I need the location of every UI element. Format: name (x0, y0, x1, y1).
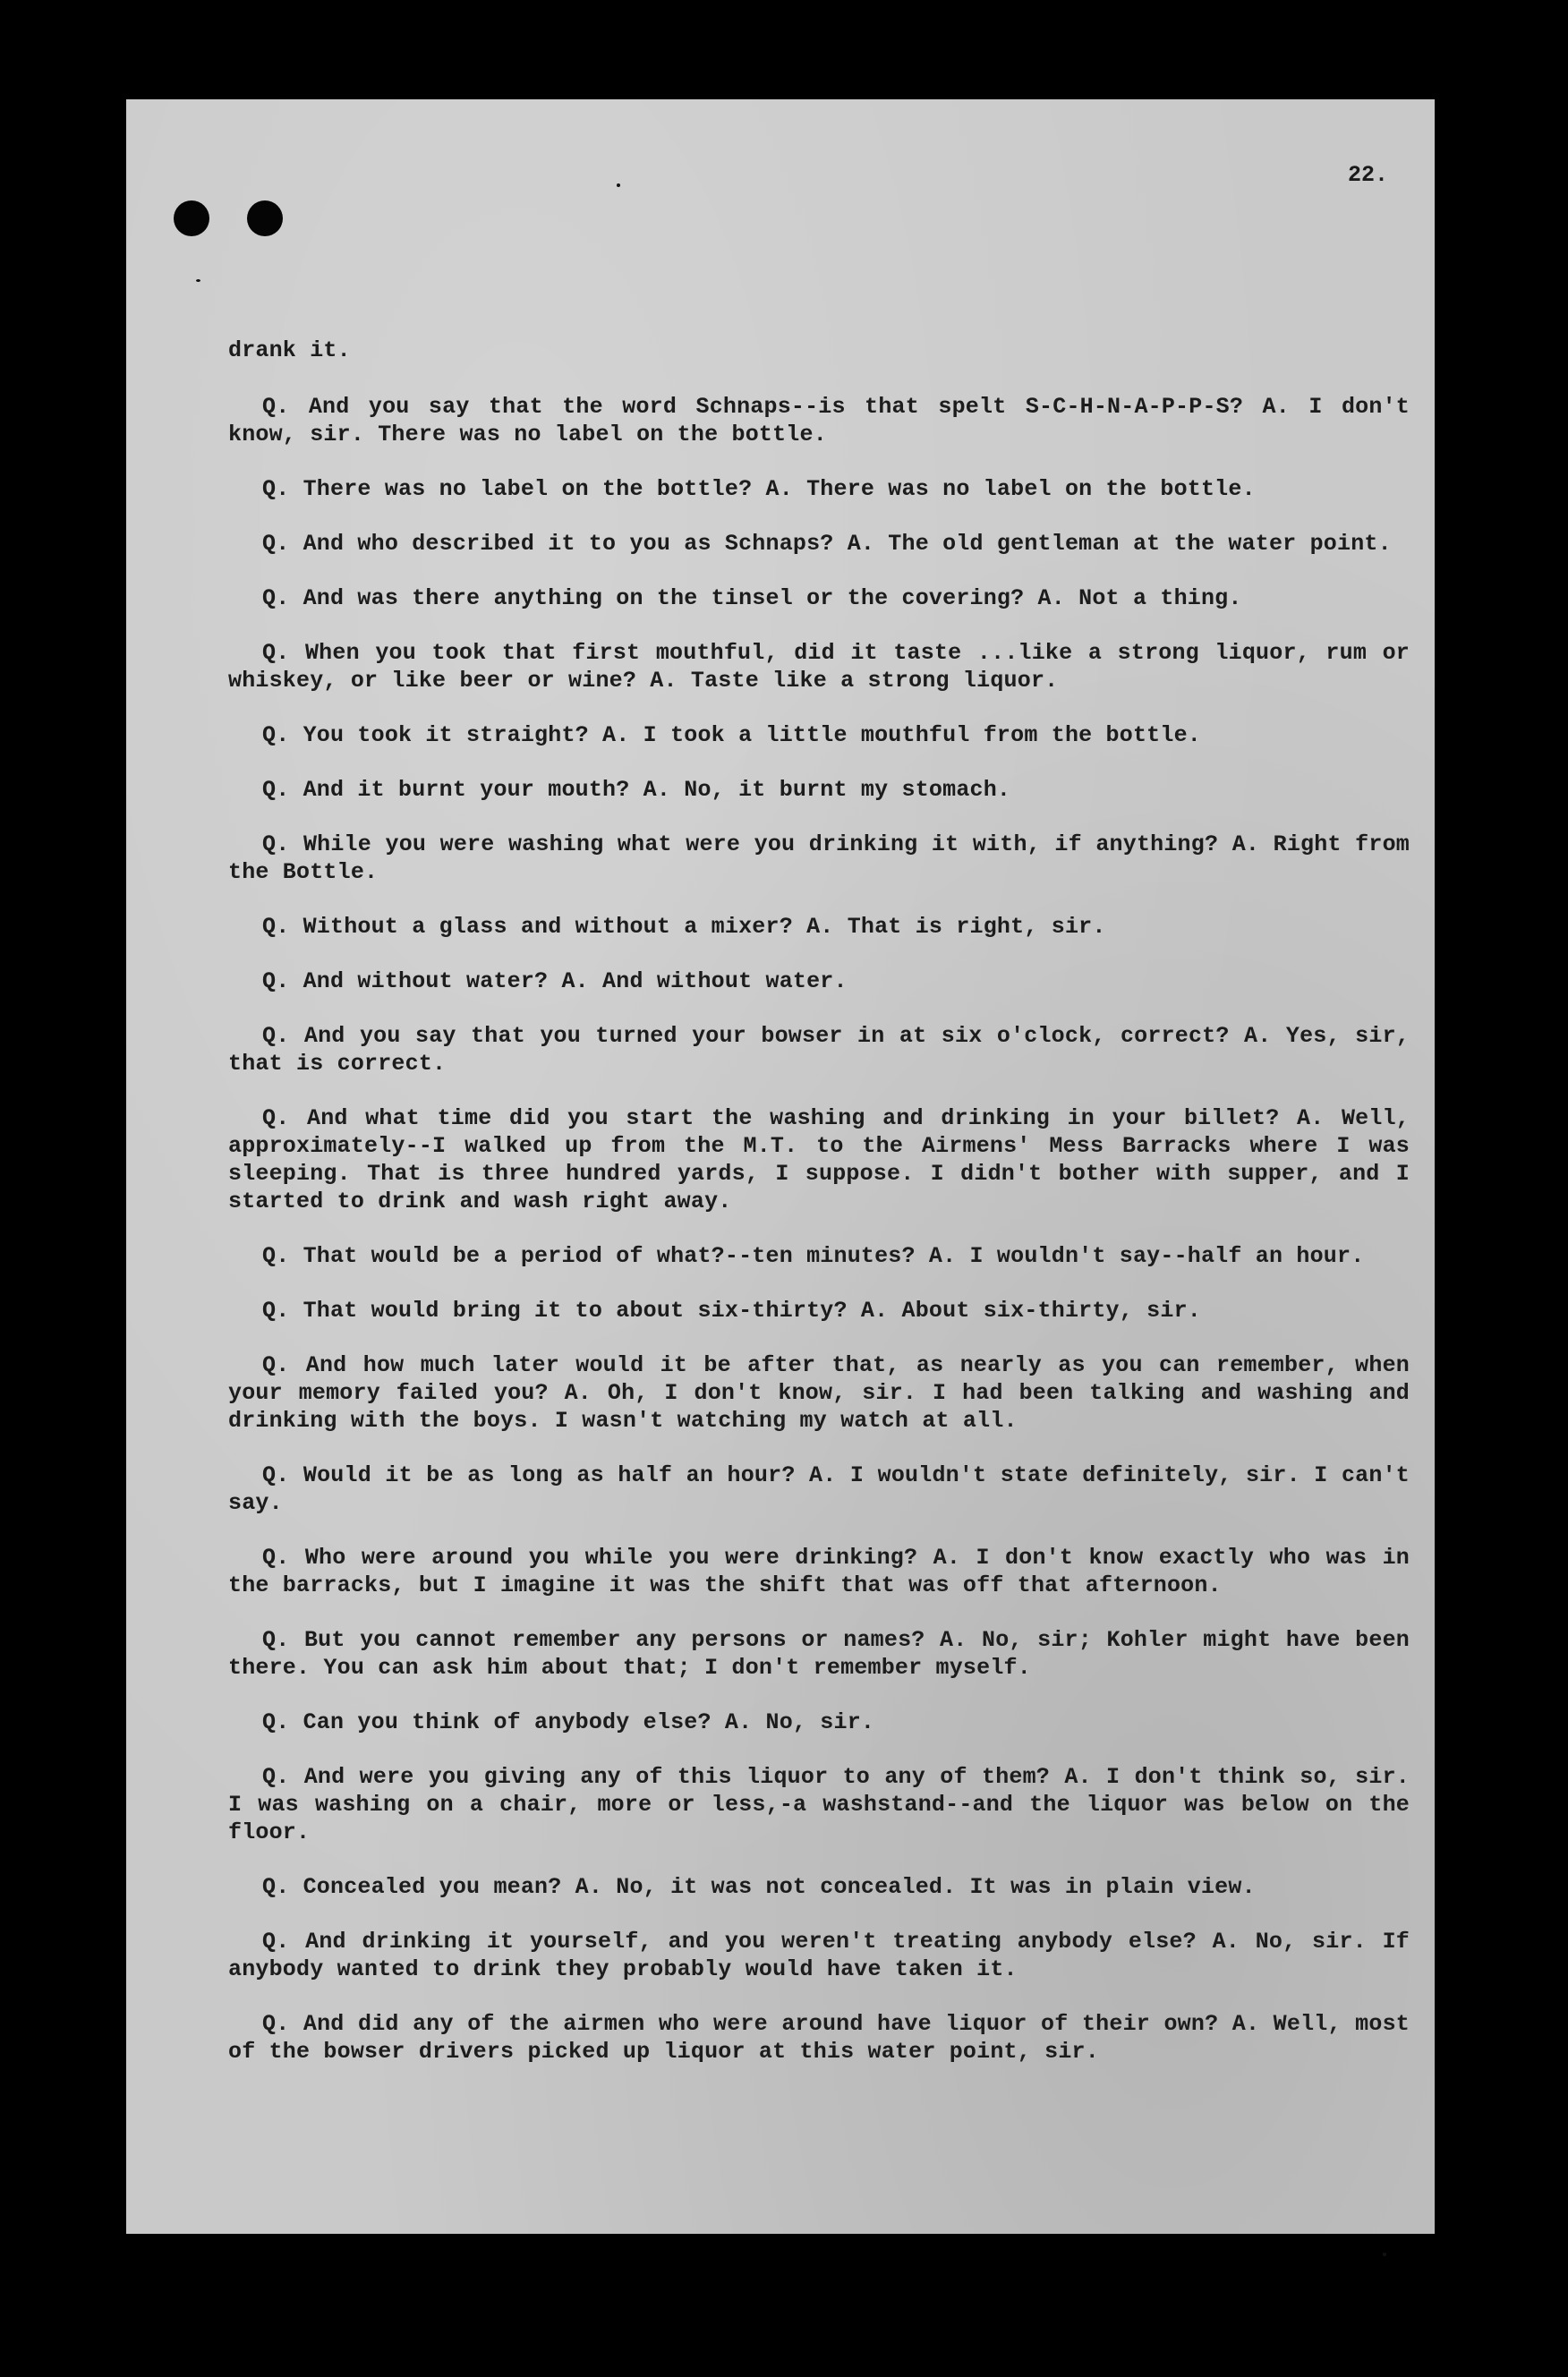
qa-paragraph: Q. And were you giving any of this liquor to any of them? A. I don't think so, sir. I was washing on a chair, more or less,-a washstand--and the liquor was below on the floor. (228, 1764, 1410, 1845)
punch-hole (174, 200, 209, 236)
speck (196, 279, 200, 282)
qa-paragraph: Q. While you were washing what were you drinking it with, if anything? A. Right from the Bottle. (228, 831, 1410, 885)
transcript-body (228, 337, 1410, 2092)
qa-paragraph: Q. There was no label on the bottle? A. There was no label on the bottle. (262, 476, 1256, 502)
qa-paragraph: Q. Without a glass and without a mixer? A. That is right, sir. (262, 914, 1106, 940)
qa-paragraph: Q. And what time did you start the washing and drinking in your billet? A. Well, approximately--I walked up from the M.T. to the Airmens' Mess Barracks where I was sleeping. That is three hundred yards, I suppose. I didn't bother with supper, and I started to drink and wash right away. (228, 1105, 1410, 1214)
qa-paragraph: Q. Would it be as long as half an hour? A. I wouldn't state definitely, sir. I can't say. (228, 1462, 1410, 1516)
qa-paragraph: Q. When you took that first mouthful, did it taste ...like a strong liquor, rum or whiskey, or like beer or wine? A. Taste like a strong liquor. (228, 640, 1410, 694)
qa-paragraph: Q. You took it straight? A. I took a little mouthful from the bottle. (262, 722, 1201, 748)
document-page (126, 99, 1435, 2234)
qa-paragraph: Q. And who described it to you as Schnaps? A. The old gentleman at the water point. (262, 531, 1392, 557)
qa-paragraph: Q. And did any of the airmen who were around have liquor of their own? A. Well, most of the bowser drivers picked up liquor at this water point, sir. (228, 2011, 1410, 2065)
qa-paragraph: Q. And drinking it yourself, and you weren't treating anybody else? A. No, sir. If anybody wanted to drink they probably would have taken it. (228, 1929, 1410, 1982)
qa-paragraph: Q. And you say that you turned your bowser in at six o'clock, correct? A. Yes, sir, that is correct. (228, 1023, 1410, 1077)
qa-paragraph: Q. Can you think of anybody else? A. No, sir. (262, 1709, 875, 1735)
qa-paragraph: Q. That would be a period of what?--ten minutes? A. I wouldn't say--half an hour. (262, 1243, 1365, 1269)
qa-paragraph: Q. Concealed you mean? A. No, it was not concealed. It was in plain view. (262, 1874, 1256, 1900)
qa-paragraph: Q. And you say that the word Schnaps--is that spelt S-C-H-N-A-P-P-S? A. I don't know, sir. There was no label on the bottle. (228, 394, 1410, 447)
speck (1383, 2253, 1386, 2256)
qa-paragraph: Q. And without water? A. And without water. (262, 968, 848, 994)
page-number: 22. (1347, 162, 1388, 188)
qa-paragraph: Q. Who were around you while you were drinking? A. I don't know exactly who was in the barracks, but I imagine it was the shift that was off that afternoon. (228, 1545, 1410, 1598)
qa-paragraph: Q. And how much later would it be after that, as nearly as you can remember, when your memory failed you? A. Oh, I don't know, sir. I had been talking and washing and drinking with the boys. I wasn't watching my watch at all. (228, 1352, 1410, 1434)
qa-paragraph: Q. And was there anything on the tinsel or the covering? A. Not a thing. (262, 585, 1242, 611)
paragraph: drank it. (228, 337, 351, 363)
punch-hole (247, 200, 283, 236)
qa-paragraph: Q. That would bring it to about six-thirty? A. About six-thirty, sir. (262, 1298, 1201, 1324)
qa-paragraph: Q. But you cannot remember any persons or names? A. No, sir; Kohler might have been there. You can ask him about that; I don't remember myself. (228, 1627, 1410, 1681)
qa-paragraph: Q. And it burnt your mouth? A. No, it burnt my stomach. (262, 777, 1011, 803)
speck (617, 183, 620, 187)
